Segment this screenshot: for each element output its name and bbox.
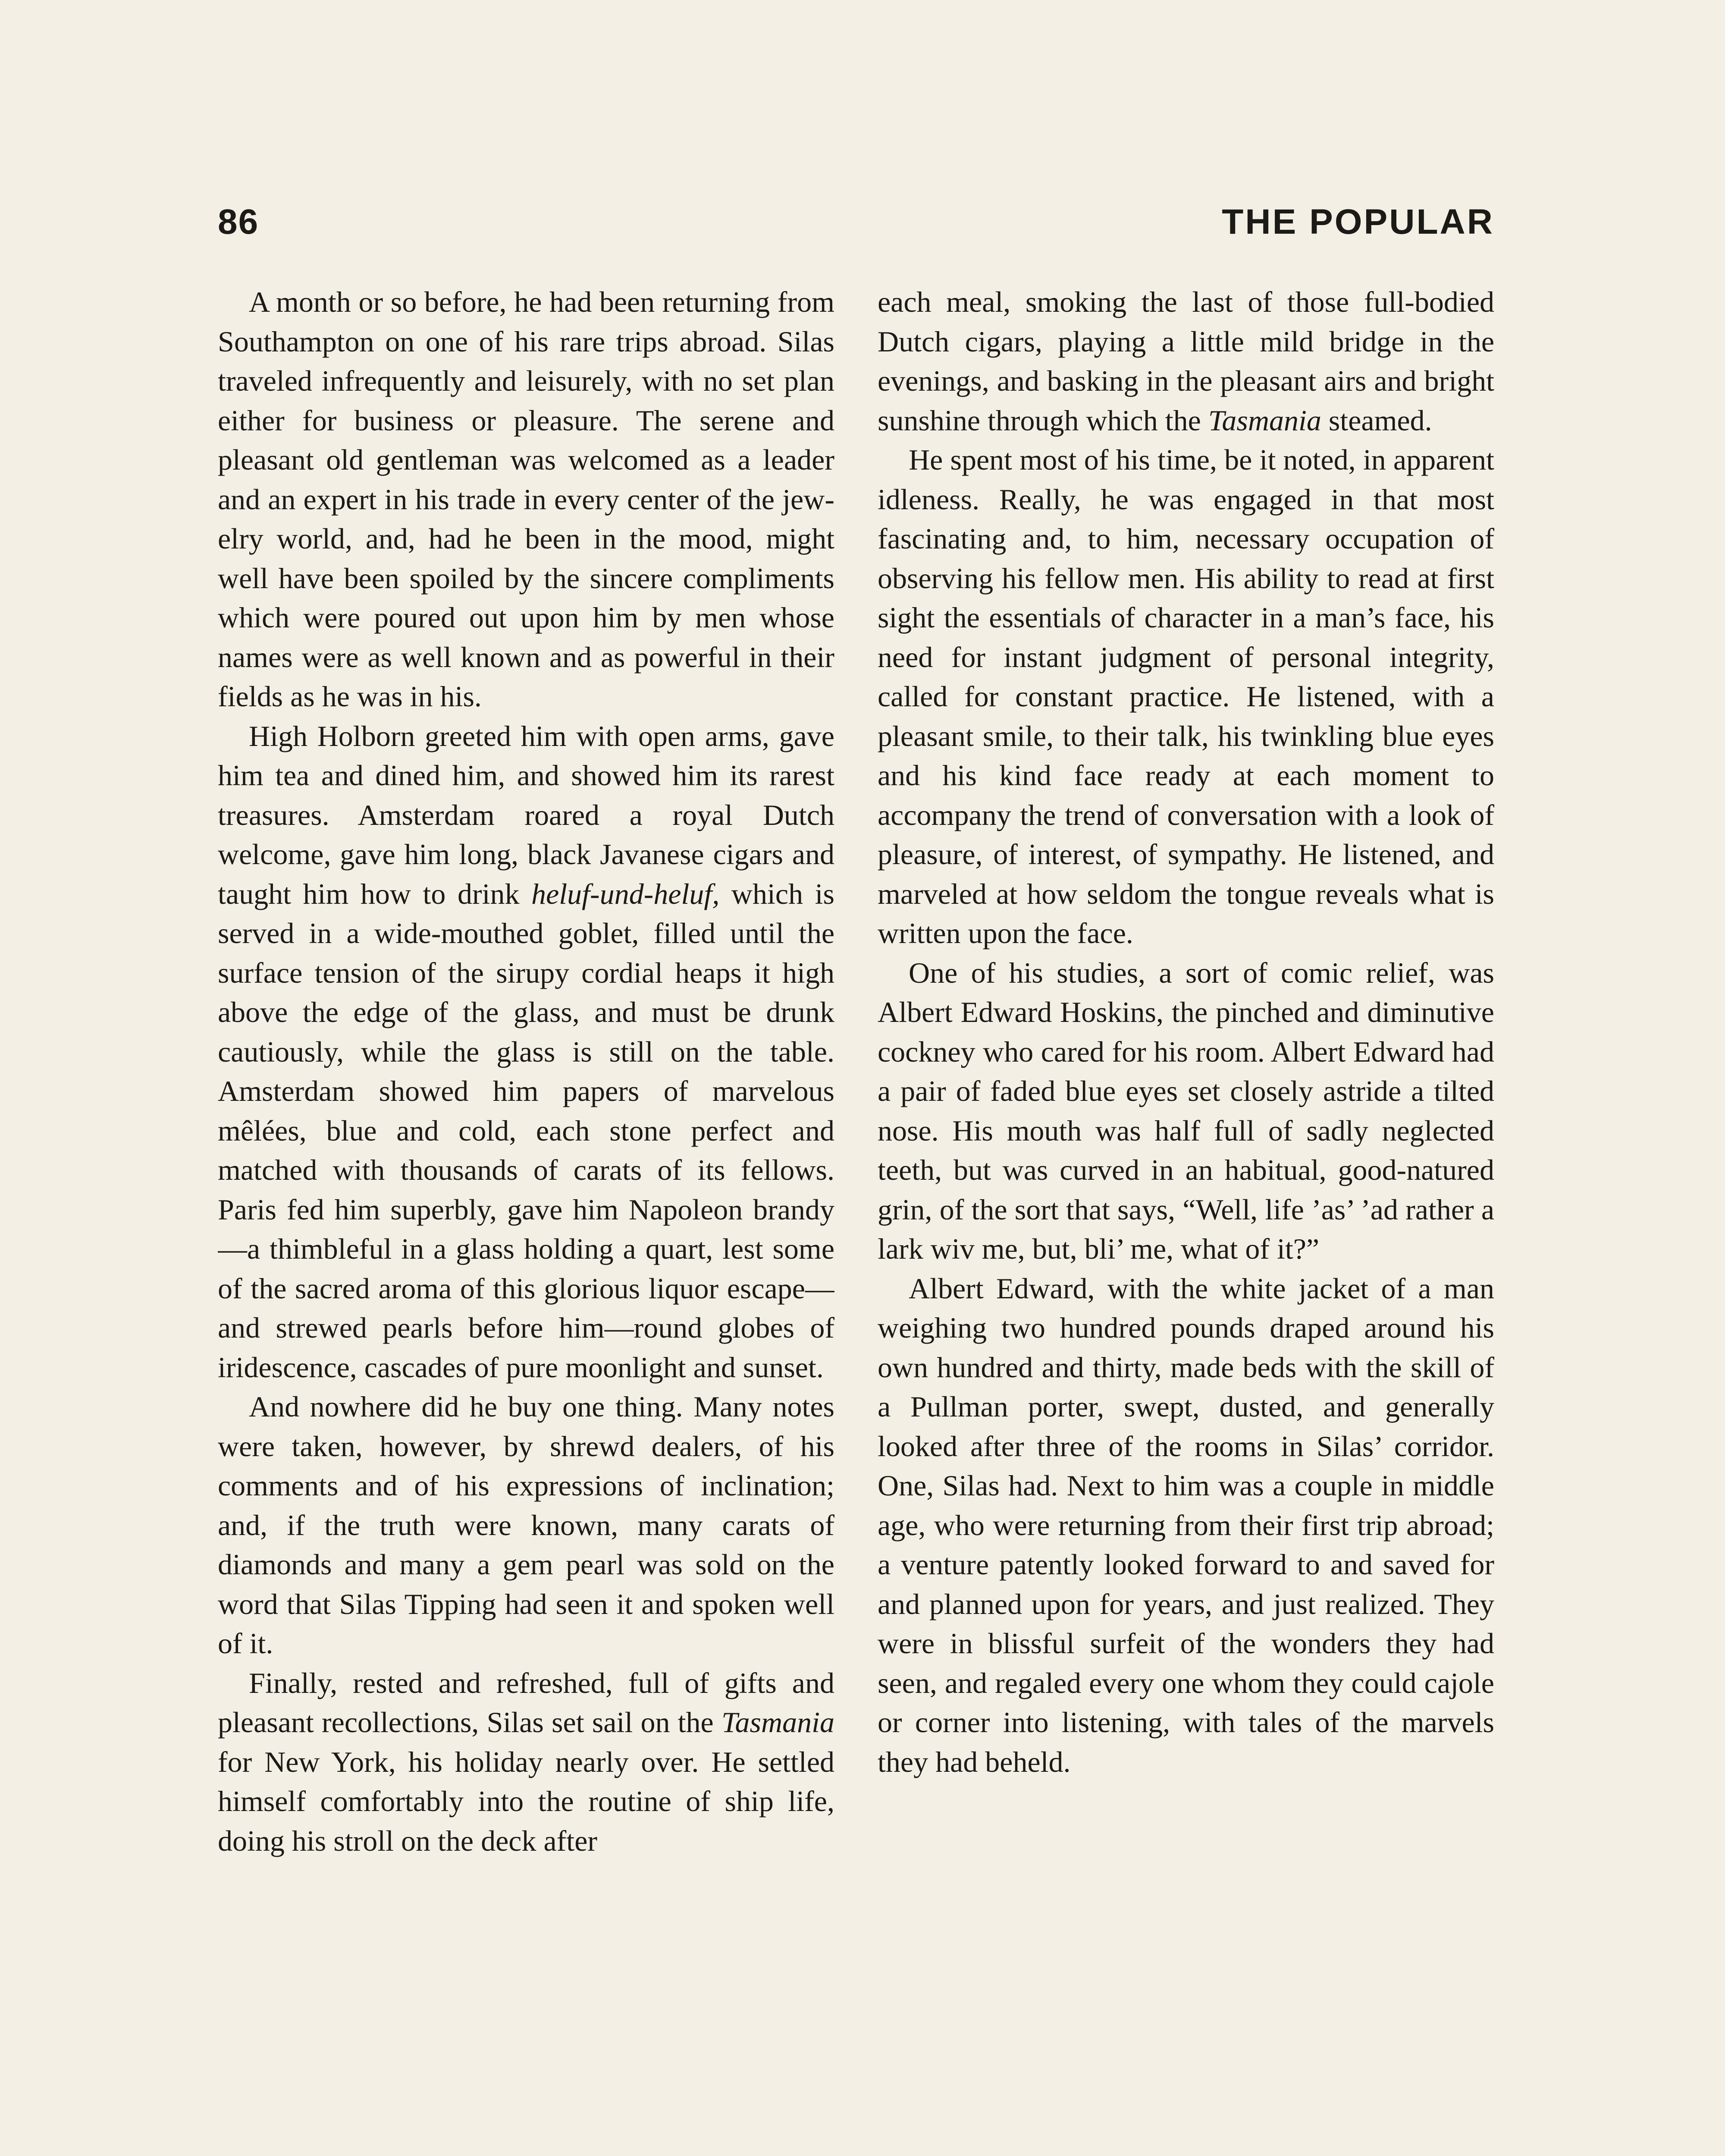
italic-text: Tasmania	[1208, 404, 1321, 437]
paragraph: One of his studies, a sort of comic relief, was Albert Edward Hoskins, the pinched and diminutive cockney who cared for his room. Albert Edward had a pair of faded blue eyes set closely astride a tilted nose. His mouth was half full of sadly neglected teeth, but was curved in an habitual, good-natured grin, of the sort that says, “Well, life ’as’ ’ad rather a lark wiv me, but, bli’ me, what of it?”	[878, 956, 1494, 1265]
left-column	[218, 282, 834, 2156]
running-title: THE POPULAR	[1222, 202, 1494, 241]
paragraph	[218, 1664, 834, 1861]
paragraph: And nowhere did he buy one thing. Many notes were taken, however, by shrewd dealers, of his comments and of his expressions of inclination; and, if the truth were known, many carats of diamonds and many a gem pearl was sold on the word that Silas Tipping had seen it and spoken well of it.	[218, 1390, 834, 1660]
paragraph-text: High Holborn greeted him with open arms, gave him tea and dined him, and showed him its rarest treasures. Amsterdam roared a royal Dutch welcome, gave him long, black Javanese cigars and taught him how to drink	[218, 719, 834, 910]
paragraph: A month or so before, he had been returning from Southampton on one of his rare trips abroad. Silas traveled infrequently and leisurely, with no set plan either for business or pleasure. The serene and pleasant old gentleman was welcomed as a leader and an expert in his trade in every center of the jewelry world, and, had he been in the mood, might well have been spoiled by the sincere compliments which were poured out upon him by men whose names were as well known and as powerful in their fields as he was in his.	[218, 285, 834, 713]
paragraph-text: Finally, rested and refreshed, full of gifts and pleasant recollections, Silas set sail on the	[218, 1666, 834, 1739]
page-header	[218, 202, 1494, 254]
right-column	[878, 282, 1494, 2156]
paragraph-text: steamed.	[1321, 404, 1432, 437]
paragraph-text: which is served in a wide-mouthed goblet, filled until the surface tension of the sirupy cordial heaps it high above the edge of the glass, and must be drunk cautiously, while the glass is still on the table. Amsterdam showed him papers of marvelous mêlées, blue and cold, each stone perfect and matched with thousands of carats of its fellows. Paris fed him superbly, gave him Napoleon brandy—a thimbleful in a glass holding a quart, lest some of the sacred aroma of this glorious liquor escape—and strewed pearls before him—round globes of iridescence, cascades of pure moonlight and sunset.	[218, 877, 834, 1384]
paragraph-continued	[878, 282, 1494, 440]
paragraph: He spent most of his time, be it noted, in apparent idleness. Really, he was engaged in that most fascinating and, to him, necessary occupation of observing his fellow men. His ability to read at first sight the essentials of character in a man’s face, his need for instant judgment of personal integrity, called for constant practice. He listened, with a pleasant smile, to their talk, his twinkling blue eyes and his kind face ready at each moment to accompany the trend of conversation with a look of pleasure, of interest, of sympathy. He listened, and marveled at how seldom the tongue reveals what is written upon the face.	[878, 443, 1494, 950]
paragraph: Albert Edward, with the white jacket of a man weighing two hundred pounds draped around his own hundred and thirty, made beds with the skill of a Pullman porter, swept, dusted, and generally looked after three of the rooms in Silas’ corridor. One, Silas had. Next to him was a couple in middle age, who were returning from their first trip abroad; a venture patently looked forward to and saved for and planned upon for years, and just realized. They were in blissful surfeit of the wonders they had seen, and regaled every one whom they could cajole or corner into listening, with tales of the marvels they had beheld.	[878, 1272, 1494, 1778]
paragraph	[218, 717, 834, 1388]
page-number: 86	[218, 202, 259, 241]
italic-text: heluf-und-heluf,	[531, 877, 720, 910]
body-columns	[218, 282, 1494, 2156]
italic-text: Tasmania	[721, 1706, 834, 1739]
paragraph-text: each meal, smoking the last of those full-bodied Dutch cigars, playing a little mild bridge in the evenings, and basking in the pleasant airs and bright sunshine through which the	[878, 285, 1494, 437]
paragraph-text: for New York, his holiday nearly over. He settled himself comfortably into the routine of ship life, doing his stroll on the deck after	[218, 1745, 834, 1857]
